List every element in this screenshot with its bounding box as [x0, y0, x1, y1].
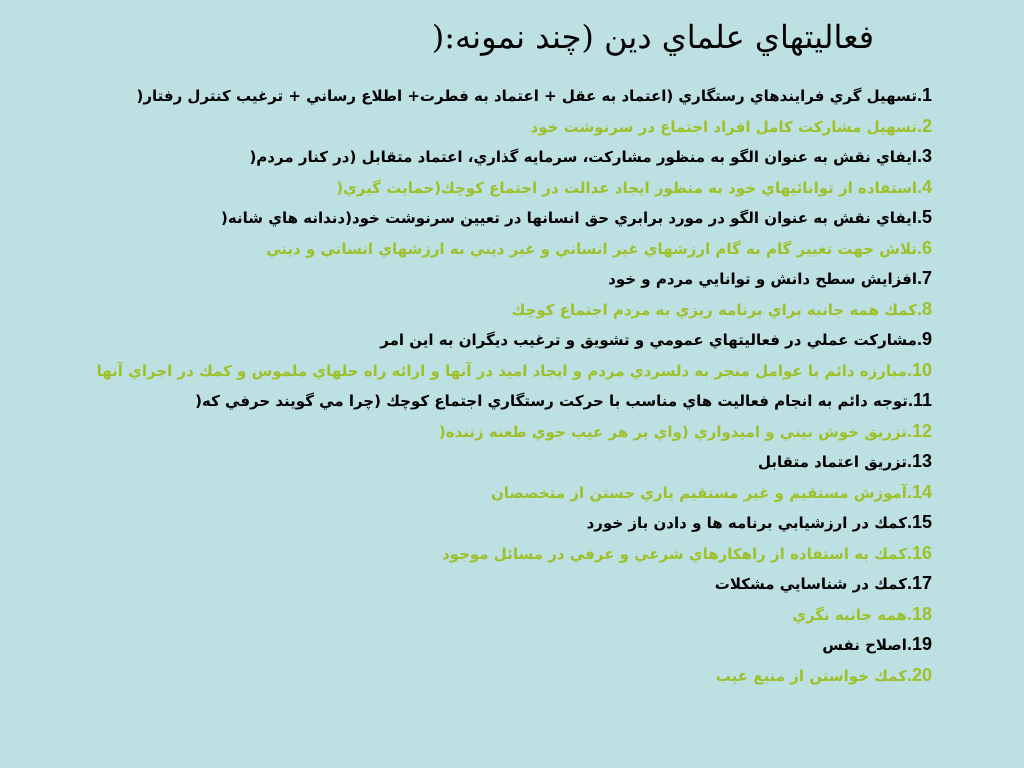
list-item [32, 324, 932, 355]
item-text: كمك به استفاده از راهكارهاي شرعي و عرفي در مسائل موجود [441, 544, 907, 563]
item-text: كمك در ارزشيابي برنامه ها و دادن باز خورد [586, 514, 907, 532]
item-text: آموزش مستقيم و غير مستقيم ياري جستن از متخصصان [490, 483, 907, 502]
item-text: كمك در شناسايي مشكلات [714, 575, 907, 593]
item-text: كمك همه جانبه براي برنامه ريزي به مردم اجتماع كوچك [511, 300, 917, 319]
item-text: تسهيل مشاركت كامل افراد اجتماع در سرنوشت خود [530, 117, 917, 136]
list-item [32, 263, 932, 294]
item-number: 14. [906, 481, 932, 502]
list-item [32, 416, 932, 447]
item-number: 2. [916, 115, 932, 136]
item-number: 20. [906, 664, 932, 685]
item-text: تزريق خوش بيني و اميدواري (واي بر هر عيب جوي طعنه زننده( [438, 422, 907, 441]
item-number: 19. [906, 634, 932, 654]
item-number: 3. [916, 146, 932, 166]
list-item [32, 385, 932, 416]
item-text: كمك خواستن از منبع غيب [715, 666, 907, 685]
item-number: 4. [916, 176, 932, 197]
list-item [32, 446, 932, 477]
item-number: 15. [906, 512, 932, 532]
item-text: همه جانبه نگري [792, 605, 907, 624]
list-item [32, 111, 932, 142]
list-item [32, 599, 932, 630]
list-item [32, 294, 932, 325]
item-text: ايفاي نقش به عنوان الگو در مورد برابري حق انسانها در تعيين سرنوشت خود(دندانه هاي شانه( [221, 209, 917, 227]
item-text: تزريق اعتماد متقابل [758, 453, 907, 471]
item-number: 11. [907, 390, 932, 410]
item-text: استفاده از توانائيهاي خود به منظور ايجاد عدالت در اجتماع كوچك(حمايت گيري( [336, 178, 917, 197]
item-text: تلاش جهت تغيير گام به گام ارزشهاي غير انساني و غير ديني به ارزشهاي انساني و ديني [266, 239, 917, 258]
item-number: 18. [906, 603, 932, 624]
item-number: 10. [906, 359, 932, 380]
item-number: 1. [916, 85, 932, 105]
list-item [32, 141, 932, 172]
item-text: اصلاح نفس [822, 636, 907, 654]
list-item [32, 660, 932, 691]
item-list [32, 80, 932, 690]
item-number: 5. [916, 207, 932, 227]
item-text: مبارزه دائم با عوامل منجر به دلسردي مردم و ايجاد اميد در آنها و ارائه راه حلهاي ملموس و كمك در اجراي آنها [96, 361, 907, 380]
item-number: 8. [916, 298, 932, 319]
item-text: توجه دائم به انجام فعاليت هاي مناسب با حركت رستگاري اجتماع كوچك (چرا مي گويند حرفي كه( [195, 392, 908, 410]
item-text: مشاركت عملي در فعاليتهاي عمومي و تشويق و ترغيب ديگران به اين امر [380, 331, 917, 349]
list-item [32, 202, 932, 233]
list-item [32, 355, 932, 386]
item-text: ايفاي نقش به عنوان الگو به منظور مشاركت، سرمايه گذاري، اعتماد متقابل (در كنار مردم( [249, 148, 917, 166]
list-item [32, 233, 932, 264]
list-item [32, 568, 932, 599]
item-number: 9. [916, 329, 932, 349]
item-number: 12. [906, 420, 932, 441]
slide-title: فعاليتهاي علماي دين (چند نمونه:( [431, 18, 874, 56]
item-number: 6. [916, 237, 932, 258]
list-item [32, 172, 932, 203]
list-item [32, 477, 932, 508]
item-number: 16. [906, 542, 932, 563]
list-item [32, 80, 932, 111]
list-item [32, 507, 932, 538]
item-number: 13. [906, 451, 932, 471]
item-text: افزايش سطح دانش و توانايي مردم و خود [608, 270, 917, 288]
item-text: تسهيل گري فرايندهاي رستگاري (اعتماد به عقل + اعتماد به فطرت+ اطلاع رساني + ترغيب كنترل رفتار( [136, 87, 917, 105]
list-item [32, 538, 932, 569]
item-number: 17. [906, 573, 932, 593]
item-number: 7. [916, 268, 932, 288]
list-item [32, 629, 932, 660]
